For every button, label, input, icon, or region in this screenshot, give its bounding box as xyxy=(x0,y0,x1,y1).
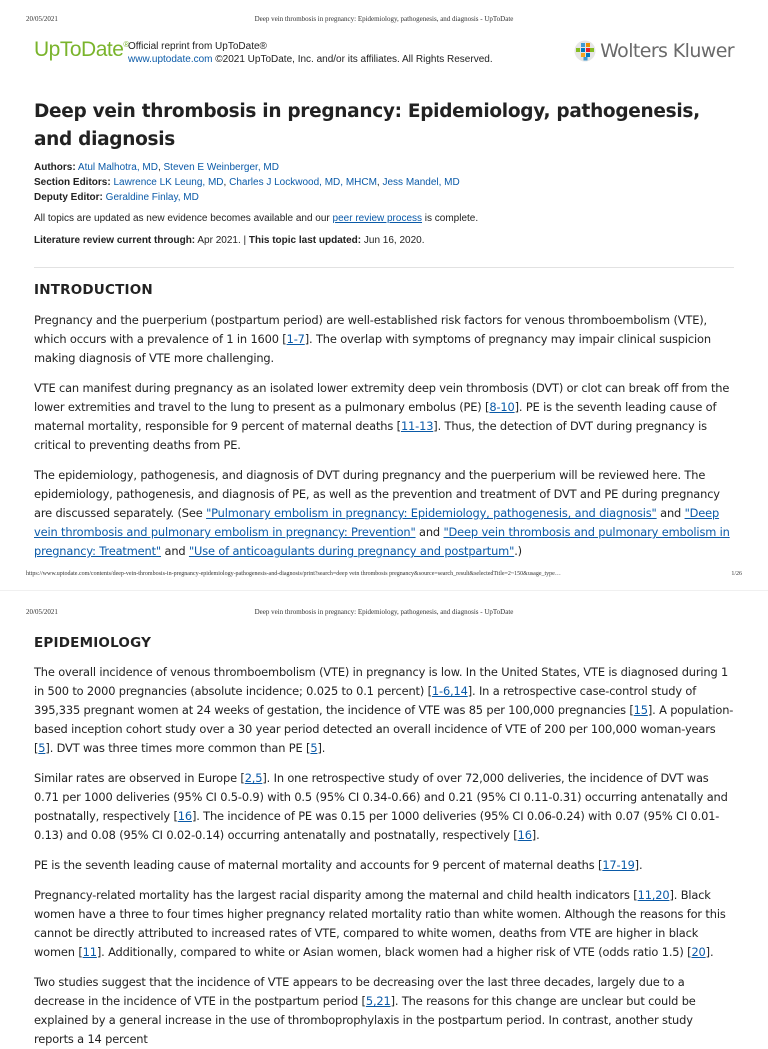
paragraph: Pregnancy-related mortality has the largest racial disparity among the maternal and child health indicators [11,20]. Black women have a three to four times higher pregnancy related mortality ratio than white women. Although the reasons for this cannot be directly attributed to increased rates of VTE, compared to white women, deaths from VTE are higher in black women [11]. Additionally, compared to white or Asian women, black women had a higher risk of VTE (odds ratio 1.5) [20]. xyxy=(34,888,726,959)
reference-link[interactable]: 5,21 xyxy=(365,994,391,1008)
reference-link[interactable]: 11,20 xyxy=(637,888,670,902)
deputy-editor-link[interactable]: Geraldine Finlay, MD xyxy=(105,192,199,203)
reference-link[interactable]: 2,5 xyxy=(244,771,263,785)
print-header xyxy=(26,15,742,25)
reprint-line1: Official reprint from UpToDate® xyxy=(128,41,267,52)
section-heading-epidemiology: EPIDEMIOLOGY xyxy=(34,635,152,651)
section-editors-line: Section Editors: Lawrence LK Leung, MD, Charles J Lockwood, MD, MHCM, Jess Mandel, MD xyxy=(34,177,460,188)
print-title: Deep vein thrombosis in pregnancy: Epidemiology, pathogenesis, and diagnosis - UpToDate xyxy=(254,15,514,23)
uptodate-site-link[interactable]: www.uptodate.com xyxy=(128,54,213,65)
paragraph: VTE can manifest during pregnancy as an isolated lower extremity deep vein thrombosis (DVT) or clot can break off from the lower extremities and travel to the lung to present as a pulmonary embolus (PE) [8-10]. PE is the seventh leading cause of maternal mortality, responsible for 9 percent of maternal deaths [11-13]. Thus, the detection of DVT during pregnancy is critical to preventing deaths from PE. xyxy=(34,381,730,452)
editor-link[interactable]: Charles J Lockwood, MD, MHCM xyxy=(229,177,377,188)
reference-link[interactable]: 1-6,14 xyxy=(431,684,468,698)
print-footer xyxy=(26,571,742,581)
article-header xyxy=(34,98,734,248)
reference-link[interactable]: 5 xyxy=(38,741,46,755)
author-link[interactable]: Atul Malhotra, MD xyxy=(77,162,158,173)
reference-link[interactable]: 1-7 xyxy=(286,332,305,346)
author-link[interactable]: Steven E Weinberger, MD xyxy=(163,162,279,173)
peer-review-link[interactable]: peer review process xyxy=(332,213,423,224)
paragraph: The epidemiology, pathogenesis, and diagnosis of DVT during pregnancy and the puerperium will be reviewed here. The epidemiology, pathogenesis, and diagnosis of PE, as well as the prevention and treatment of DVT and PE during pregnancy are discussed separately. (See "Pulmonary embolism in pregnancy: Epidemiology, pathogenesis, and diagnosis" and "Deep vein thrombosis and pulmonary embolism in pregnancy: Prevention" and "Deep vein thrombosis and pulmonary embolism in pregnancy: Treatment" and "Use of anticoagulants during pregnancy and postpartum".) xyxy=(34,468,730,558)
editor-link[interactable]: Jess Mandel, MD xyxy=(382,177,460,188)
print-date: 20/05/2021 xyxy=(26,608,58,616)
authors-line: Authors: Atul Malhotra, MD, Steven E Weinberger, MD xyxy=(34,162,279,173)
print-url: https://www.uptodate.com/contents/deep-vein-thrombosis-in-pregnancy-epidemiology-pathogenesis-and-diagnosis/print?search=deep vein thrombosis pregnancy&source=search_result&selectedTitle=2~150&usage_type… xyxy=(26,571,561,577)
reference-link[interactable]: 15 xyxy=(633,703,648,717)
reference-link[interactable]: 11-13 xyxy=(400,419,434,433)
section-heading-introduction: INTRODUCTION xyxy=(34,282,153,298)
reference-link[interactable]: 11 xyxy=(82,945,97,959)
wolters-kluwer-globe-icon xyxy=(574,40,596,62)
reference-link[interactable]: 20 xyxy=(691,945,706,959)
paragraph: The overall incidence of venous thromboembolism (VTE) in pregnancy is low. In the United States, VTE is diagnosed during 1 in 500 to 2000 pregnancies (absolute incidence; 0.025 to 0.1 percent) [1-6,14]. In a retrospective case-control study of 395,335 pregnant women at 24 weeks of gestation, the incidence of VTE was 85 per 100,000 pregnancies [15]. A population-based inception cohort study over a 30 year period detected an overall incidence of VTE of 200 per 100,000 woman-years [5]. DVT was three times more common than PE [5]. xyxy=(34,665,734,755)
introduction-section xyxy=(34,282,734,561)
editor-link[interactable]: Lawrence LK Leung, MD xyxy=(113,177,224,188)
publisher-name: Wolters Kluwer xyxy=(600,40,734,62)
brand-bar xyxy=(34,38,734,68)
topic-link[interactable]: "Deep vein thrombosis and pulmonary embolism in pregnancy: Treatment" xyxy=(34,525,730,558)
reprint-notice xyxy=(128,40,493,66)
page-break xyxy=(0,590,768,591)
paragraph: Pregnancy and the puerperium (postpartum period) are well-established risk factors for venous thromboembolism (VTE), which occurs with a prevalence of 1 in 1600 [1-7]. The overlap with symptoms of pregnancy may impair clinical suspicion making diagnosis of VTE more challenging. xyxy=(34,313,711,365)
uptodate-logo[interactable]: UpToDate® xyxy=(34,38,129,61)
article-title: Deep vein thrombosis in pregnancy: Epidemiology, pathogenesis, and diagnosis xyxy=(34,101,700,150)
page-number: 1/26 xyxy=(731,571,742,577)
print-date: 20/05/2021 xyxy=(26,15,58,23)
reference-link[interactable]: 5 xyxy=(310,741,318,755)
topic-link[interactable]: "Deep vein thrombosis and pulmonary embolism in pregnancy: Prevention" xyxy=(34,506,720,539)
topic-link[interactable]: "Pulmonary embolism in pregnancy: Epidemiology, pathogenesis, and diagnosis" xyxy=(206,506,657,520)
divider xyxy=(34,267,734,268)
topic-link[interactable]: "Use of anticoagulants during pregnancy and postpartum" xyxy=(188,544,515,558)
reference-link[interactable]: 16 xyxy=(517,828,532,842)
paragraph: PE is the seventh leading cause of maternal mortality and accounts for 9 percent of maternal deaths [17-19]. xyxy=(34,858,643,872)
update-note: All topics are updated as new evidence becomes available and our peer review process is complete. xyxy=(34,213,479,224)
paragraph: Similar rates are observed in Europe [2,5]. In one retrospective study of over 72,000 deliveries, the incidence of DVT was 0.71 per 1000 deliveries (95% CI 0.5-0.9) with 0.5 (95% CI 0.34-0.66) and 0.21 (95% CI 0.11-0.31) occurring antenatally and postnatally, respectively [16]. The incidence of PE was 0.15 per 1000 deliveries (95% CI 0.06-0.24) with 0.07 (95% CI 0.01-0.13) and 0.08 (95% CI 0.02-0.14) occurring antenatally and postnatally, respectively [16]. xyxy=(34,771,728,842)
deputy-editor-line: Deputy Editor: Geraldine Finlay, MD xyxy=(34,192,199,203)
reference-link[interactable]: 16 xyxy=(177,809,192,823)
wolters-kluwer-logo[interactable] xyxy=(574,38,734,64)
reference-link[interactable]: 8-10 xyxy=(489,400,515,414)
reference-link[interactable]: 17-19 xyxy=(602,858,635,872)
print-header xyxy=(26,608,742,618)
review-dates: Literature review current through: Apr 2021. | This topic last updated: Jun 16, 2020. xyxy=(34,235,425,246)
epidemiology-section xyxy=(34,635,734,1049)
paragraph: Two studies suggest that the incidence of VTE appears to be decreasing over the last three decades, largely due to a decrease in the incidence of VTE in the postpartum period [5,21]. The reasons for this change are unclear but could be explained by a general increase in the use of thromboprophylaxis in the postpartum period. In contrast, another study reports a 14 percent xyxy=(34,975,696,1046)
print-title: Deep vein thrombosis in pregnancy: Epidemiology, pathogenesis, and diagnosis - UpToDate xyxy=(254,608,514,616)
reprint-line2: www.uptodate.com ©2021 UpToDate, Inc. and/or its affiliates. All Rights Reserved. xyxy=(128,54,493,65)
